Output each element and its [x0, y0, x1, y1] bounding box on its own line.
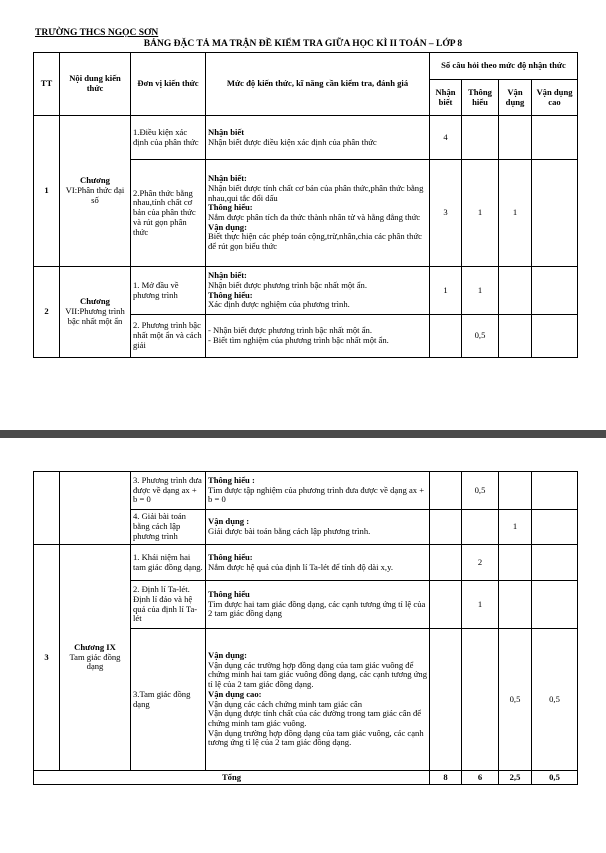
count-vd: 0,5: [499, 629, 532, 771]
count-nb: [430, 510, 462, 545]
level-cell: [206, 510, 430, 545]
count-nb: [430, 315, 462, 358]
unit-cell: 1.Điều kiện xác định của phân thức: [131, 116, 206, 160]
level-heading: Nhận biết:: [208, 173, 247, 184]
count-nb: [430, 545, 462, 581]
header-nb: Nhận biết: [430, 80, 462, 116]
count-vdc: [532, 581, 578, 629]
level-heading: Nhận biết:: [208, 270, 247, 281]
count-vd: 1: [499, 160, 532, 267]
level-heading: Vận dụng:: [208, 221, 247, 232]
level-heading: Nhận biết: [208, 126, 245, 137]
level-text: Vận dụng các cách chứng minh tam giác cân: [208, 698, 363, 709]
count-th: 2: [462, 545, 499, 581]
level-heading: Thông hiểu:: [208, 289, 253, 300]
level-text: Nhận biết được tính chất cơ bản của phân thức,phân thức bằng nhau,qui tắc đổi dấu: [208, 182, 424, 203]
count-vdc: [532, 160, 578, 267]
count-vdc: 0,5: [532, 629, 578, 771]
count-nb: 1: [430, 267, 462, 315]
level-heading: Vận dụng :: [208, 516, 250, 527]
count-th: 0,5: [462, 472, 499, 510]
unit-cell: 2. Định lí Ta-lét. Định lí đảo và hệ quả của định lí Ta-lét: [131, 581, 206, 629]
level-text: Vận dụng được tính chất của các đường trong tam giác cân để chứng minh tam giác vuông.: [208, 708, 422, 728]
total-label: Tổng: [34, 771, 430, 785]
unit-cell: 3. Phương trình đưa được về dạng ax + b = 0: [131, 472, 206, 510]
count-vdc: [532, 267, 578, 315]
page-2: [0, 438, 606, 853]
header-level: Mức độ kiến thức, kĩ năng cần kiểm tra, đánh giá: [206, 53, 430, 116]
chapter-name: Chương IX: [74, 641, 116, 652]
count-vdc: [532, 315, 578, 358]
header-tt: TT: [34, 53, 60, 116]
count-vdc: [532, 510, 578, 545]
matrix-table-page-2: [33, 471, 578, 785]
level-heading: Thông hiểu:: [208, 202, 253, 213]
chapter-cell-empty: [60, 472, 131, 545]
count-nb: 3: [430, 160, 462, 267]
header-vd: Vận dụng: [499, 80, 532, 116]
chapter-name: Chương: [80, 296, 110, 307]
chapter-name-2: VII:Phương trình bậc nhất một ẩn: [65, 306, 125, 326]
total-vd: 2,5: [499, 771, 532, 785]
level-text: Nắm được hệ quả của định lí Ta-lét để tính độ dài x,y.: [208, 561, 393, 572]
count-vd: [499, 267, 532, 315]
level-text: - Nhận biết được phương trình bậc nhất một ẩn.: [208, 325, 372, 336]
count-vdc: [532, 116, 578, 160]
count-th: [462, 629, 499, 771]
unit-cell: 3.Tam giác đồng dạng: [131, 629, 206, 771]
count-th: 0,5: [462, 315, 499, 358]
level-text: Nắm được phân tích đa thức thành nhân tử và hằng đẳng thức: [208, 212, 421, 222]
level-heading: Thông hiểu:: [208, 551, 253, 562]
chapter-name: Chương: [80, 175, 110, 186]
chapter-cell: [60, 116, 131, 267]
level-text: Nhận biết được điều kiện xác định của phân thức: [208, 136, 377, 147]
school-name: TRƯỜNG THCS NGỌC SƠN: [35, 28, 159, 38]
count-vd: [499, 472, 532, 510]
chapter-name-2: Tam giác đồng dạng: [69, 651, 121, 672]
level-cell: [206, 116, 430, 160]
count-vd: [499, 581, 532, 629]
matrix-table-page-1: [33, 52, 578, 358]
row-tt-empty: [34, 472, 60, 545]
count-vdc: [532, 472, 578, 510]
count-vd: [499, 116, 532, 160]
row-tt: 2: [34, 267, 60, 358]
level-text: Vận dụng các trường hợp đồng dạng của tam giác vuông để chứng minh hai tam giác vuông đồng dạng, các cạnh tương ứng tỉ lệ của 2 tam giác đồng dạng.: [208, 659, 427, 690]
level-text: Giải được bài toán bằng cách lập phương trình.: [208, 526, 371, 536]
unit-cell: 2.Phân thức bằng nhau,tính chất cơ bản của phân thức và rút gọn phân thức: [131, 160, 206, 267]
count-vd: [499, 545, 532, 581]
chapter-cell: [60, 545, 131, 771]
header-content: Nội dung kiến thức: [60, 53, 131, 116]
level-text: Vận dụng trường hợp đồng dạng của tam giác vuông, các cạnh tương ứng tỉ lệ của 2 tam giác đồng dạng.: [208, 727, 424, 748]
chapter-cell: [60, 267, 131, 358]
level-heading: Thông hiểu: [208, 588, 250, 599]
count-nb: [430, 472, 462, 510]
level-text: Xác định được nghiệm của phương trình.: [208, 299, 350, 310]
level-cell: [206, 472, 430, 510]
unit-cell: 1. Khái niệm hai tam giác đồng dạng.: [131, 545, 206, 581]
level-text: Nhận biết được phương trình bậc nhất một ẩn.: [208, 279, 367, 290]
header-count-group: Số câu hỏi theo mức độ nhận thức: [430, 53, 578, 80]
level-heading: Vận dụng cao:: [208, 688, 262, 699]
total-vdc: 0,5: [532, 771, 578, 785]
row-tt: 1: [34, 116, 60, 267]
count-th: 1: [462, 581, 499, 629]
level-heading: Thông hiểu :: [208, 474, 255, 485]
unit-cell: 4. Giải bài toán bằng cách lập phương trình: [131, 510, 206, 545]
count-th: [462, 116, 499, 160]
page-separator: [0, 430, 606, 438]
header-unit: Đơn vị kiến thức: [131, 53, 206, 116]
unit-cell: 2. Phương trình bậc nhất một ẩn và cách giải: [131, 315, 206, 358]
level-cell: [206, 629, 430, 771]
level-cell: [206, 315, 430, 358]
level-cell: [206, 581, 430, 629]
count-vd: [499, 315, 532, 358]
row-tt: 3: [34, 545, 60, 771]
level-text: - Biết tìm nghiệm của phương trình bậc nhất một ẩn.: [208, 335, 389, 345]
count-vdc: [532, 545, 578, 581]
level-cell: [206, 545, 430, 581]
count-nb: [430, 629, 462, 771]
total-th: 6: [462, 771, 499, 785]
level-text: Tìm được tập nghiệm của phương trình đưa được về dạng ax + b = 0: [208, 484, 425, 505]
chapter-name-2: VI:Phân thức đại số: [65, 185, 125, 205]
level-heading: Vận dụng:: [208, 649, 247, 660]
total-nb: 8: [430, 771, 462, 785]
count-th: 1: [462, 160, 499, 267]
count-nb: [430, 581, 462, 629]
header-vdc: Vận dụng cao: [532, 80, 578, 116]
level-cell: [206, 160, 430, 267]
level-text: Biết thực hiện các phép toán cộng,trừ,nhân,chia các phân thức để rút gọn biểu thức: [208, 231, 422, 252]
level-text: Tìm được hai tam giác đồng dạng, các cạnh tương ứng tỉ lệ của 2 tam giác đồng dạng: [208, 598, 426, 619]
document-title: BẢNG ĐẶC TẢ MA TRẬN ĐỀ KIỂM TRA GIỮA HỌC KÌ II TOÁN – LỚP 8: [143, 39, 463, 49]
count-th: 1: [462, 267, 499, 315]
header-th: Thông hiểu: [462, 80, 499, 116]
count-th: [462, 510, 499, 545]
count-vd: 1: [499, 510, 532, 545]
unit-cell: 1. Mở đầu về phương trình: [131, 267, 206, 315]
count-nb: 4: [430, 116, 462, 160]
level-cell: [206, 267, 430, 315]
